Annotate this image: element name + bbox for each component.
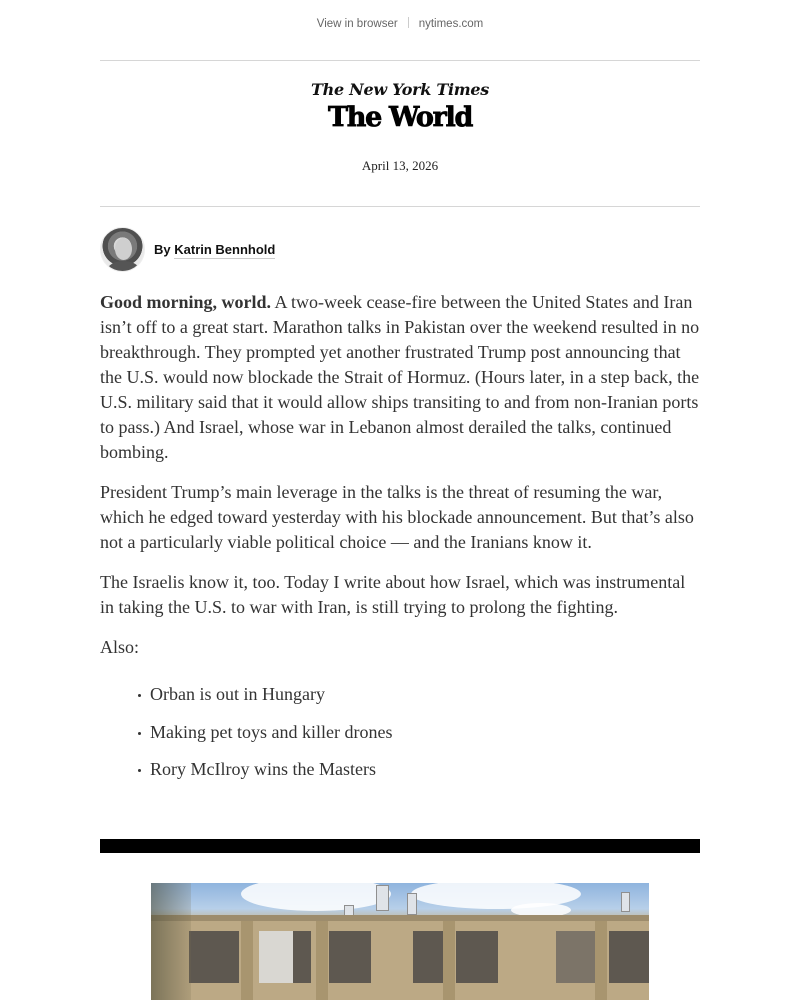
nyt-logo[interactable]: The New York Times bbox=[311, 80, 489, 99]
header-divider-top bbox=[100, 60, 700, 61]
photo-window bbox=[609, 931, 649, 983]
view-in-browser-link[interactable]: View in browser bbox=[316, 18, 398, 30]
photo-water-tank bbox=[407, 893, 417, 915]
photo-water-tank bbox=[621, 892, 630, 912]
link-separator bbox=[408, 17, 409, 28]
photo-window bbox=[259, 931, 293, 983]
newsletter-body bbox=[100, 290, 700, 795]
masthead bbox=[0, 80, 800, 174]
photo-cloud bbox=[241, 883, 391, 911]
nytimes-link[interactable]: nytimes.com bbox=[418, 18, 484, 30]
paragraph-3: The Israelis know it, too. Today I write about how Israel, which was instrumental in taking the U.S. to war with Iran, is still trying to prolong the fighting. bbox=[100, 572, 686, 617]
photo-window bbox=[189, 931, 239, 983]
paragraph-2: President Trump’s main leverage in the talks is the threat of resuming the war, which he edged toward yesterday with his blockade announcement. But that’s also not a particularly viable political choice — and the Iranians know it. bbox=[100, 482, 694, 552]
also-list-item: Rory McIlroy wins the Masters bbox=[136, 757, 700, 782]
photo-pillar bbox=[241, 921, 253, 1000]
photo-tree bbox=[151, 883, 191, 1000]
intro-lead: Good morning, world. bbox=[100, 292, 272, 312]
top-links-bar bbox=[0, 17, 800, 30]
photo-water-tank bbox=[376, 885, 389, 911]
avatar-face bbox=[115, 238, 132, 260]
photo-pillar bbox=[316, 921, 328, 1000]
author-avatar-icon bbox=[100, 227, 145, 272]
author-link[interactable]: Katrin Bennhold bbox=[174, 242, 276, 257]
section-divider-bar bbox=[100, 839, 700, 853]
photo-window bbox=[456, 931, 498, 983]
intro-paragraph bbox=[100, 290, 700, 465]
header-divider-bottom bbox=[100, 206, 700, 207]
intro-text: A two-week cease-fire between the United States and Iran isn’t off to a great start. Marathon talks in Pakistan over the weekend resulted in no breakthrough. They prompted yet another frustrated Trump post announcing that the U.S. would now blockade the Strait of Hormuz. (Hours later, in a step back, the U.S. military said that it would allow ships transiting to and from non-Iranian ports to pass.) And Israel, whose war in Lebanon almost derailed the talks, continued bombing. bbox=[100, 292, 700, 462]
newsletter-date: April 13, 2026 bbox=[361, 158, 439, 173]
photo-pillar bbox=[595, 921, 607, 1000]
avatar-shoulders bbox=[107, 261, 140, 272]
also-list-item: Making pet toys and killer drones bbox=[136, 720, 700, 745]
byline-text bbox=[154, 242, 275, 257]
byline-prefix: By bbox=[154, 242, 171, 257]
newsletter-title: The World bbox=[327, 102, 473, 133]
also-label: Also: bbox=[100, 637, 140, 657]
also-list bbox=[100, 682, 700, 782]
lead-photo[interactable] bbox=[151, 883, 649, 1000]
byline bbox=[100, 227, 275, 272]
also-list-item: Orban is out in Hungary bbox=[136, 682, 700, 707]
photo-window bbox=[329, 931, 371, 983]
photo-window bbox=[556, 931, 598, 983]
photo-pillar bbox=[443, 921, 455, 1000]
photo-window bbox=[293, 931, 311, 983]
